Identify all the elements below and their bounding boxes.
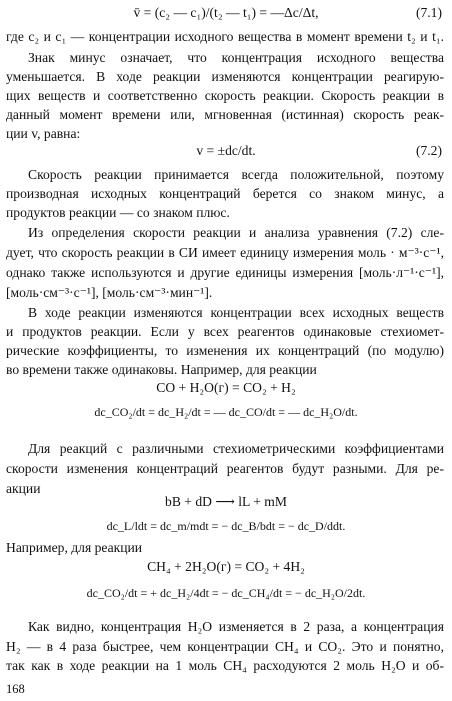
text-line: рические коэффициенты, то изменения их концентраций (по модулю) [6, 343, 444, 358]
text-line: Для реакций с различными стехиометрическими коэффициентами [28, 441, 444, 456]
equation-7-1-body: v̄ = (c₂ — c₁)/(t₂ — t₁) = —Δc/Δt, [133, 5, 319, 20]
page-number: 168 [6, 682, 25, 696]
text-line: где c₂ и c₁ — концентрации исходного вещества в момент времени t₂ и t₁. [6, 29, 444, 44]
text-line: и продуктов реакции. Если у всех реагентов одинаковые стехиомет- [6, 324, 444, 339]
text-line: скорости изменения концентраций реагентов будут разными. Для ре- [6, 461, 444, 476]
rate-equation-1: dc_CO₂/dt = dc_H₂/dt = — dc_CO/dt = — dc_H₂O/dt. [94, 405, 358, 419]
equation-7-2-number: (7.2) [415, 143, 442, 158]
text-line: Как видно, концентрация H₂O изменяется в 2 раза, а концентрация [28, 619, 444, 634]
text-line: уменьшается. В ходе реакции изменяются концентрации реагирую- [6, 69, 444, 84]
text-line: Например, для реакции [6, 540, 143, 555]
text-line: данный момент времени или, мгновенная (истинная) скорость реак- [6, 107, 444, 122]
text-line: акции [6, 481, 41, 496]
reaction-equation-3: CH₄ + 2H₂O(г) = CO₂ + 4H₂ [147, 559, 305, 574]
text-line: ции v, равна: [6, 126, 81, 141]
reaction-equation-1: CO + H₂O(г) = CO₂ + H₂ [156, 380, 296, 395]
text-line: [моль·см⁻³·с⁻¹], [моль·см⁻³·мин⁻¹]. [6, 285, 213, 300]
text-line: во времени также одинаковы. Например, для реакции [6, 362, 317, 377]
rate-equation-3: dc_CO₂/dt = + dc_H₂/4dt = − dc_CH₄/dt = − dc_H₂O/2dt. [86, 586, 366, 600]
text-line: продуктов реакции — со знаком плюс. [6, 205, 230, 220]
text-line: Из определения скорости реакции и анализа уравнения (7.2) сле- [28, 225, 444, 240]
text-line: дует, что скорость реакции в СИ имеет единицу измерения моль · м⁻³·с⁻¹, [6, 245, 444, 260]
text-line: производная исходных концентраций берется со знаком минус, а [6, 186, 444, 201]
text-line: Знак минус означает, что концентрация исходного вещества [28, 50, 444, 65]
reaction-equation-2: bB + dD ⟶ lL + mM [165, 494, 287, 509]
text-line: так как в ходе реакции на 1 моль CH₄ расходуются 2 моль H₂O и об- [6, 658, 444, 673]
text-line: щих веществ и соответственно скорость реакции. Скорость реакции в [6, 88, 444, 103]
equation-7-2-body: v = ±dc/dt. [196, 143, 256, 158]
text-line: В ходе реакции изменяются концентрации всех исходных веществ [28, 305, 444, 320]
text-line: Скорость реакции принимается всегда положительной, поэтому [28, 167, 444, 182]
rate-equation-2: dc_L/ldt = dc_m/mdt = − dc_B/bdt = − dc_D/ddt. [106, 519, 346, 533]
text-line: однако также используются и другие единицы измерения [моль·л⁻¹·с⁻¹], [6, 265, 444, 280]
text-line: H₂ — в 4 раза быстрее, чем концентрации CH₄ и CO₂. Это и понятно, [6, 639, 444, 654]
equation-7-1-number: (7.1) [415, 5, 442, 20]
